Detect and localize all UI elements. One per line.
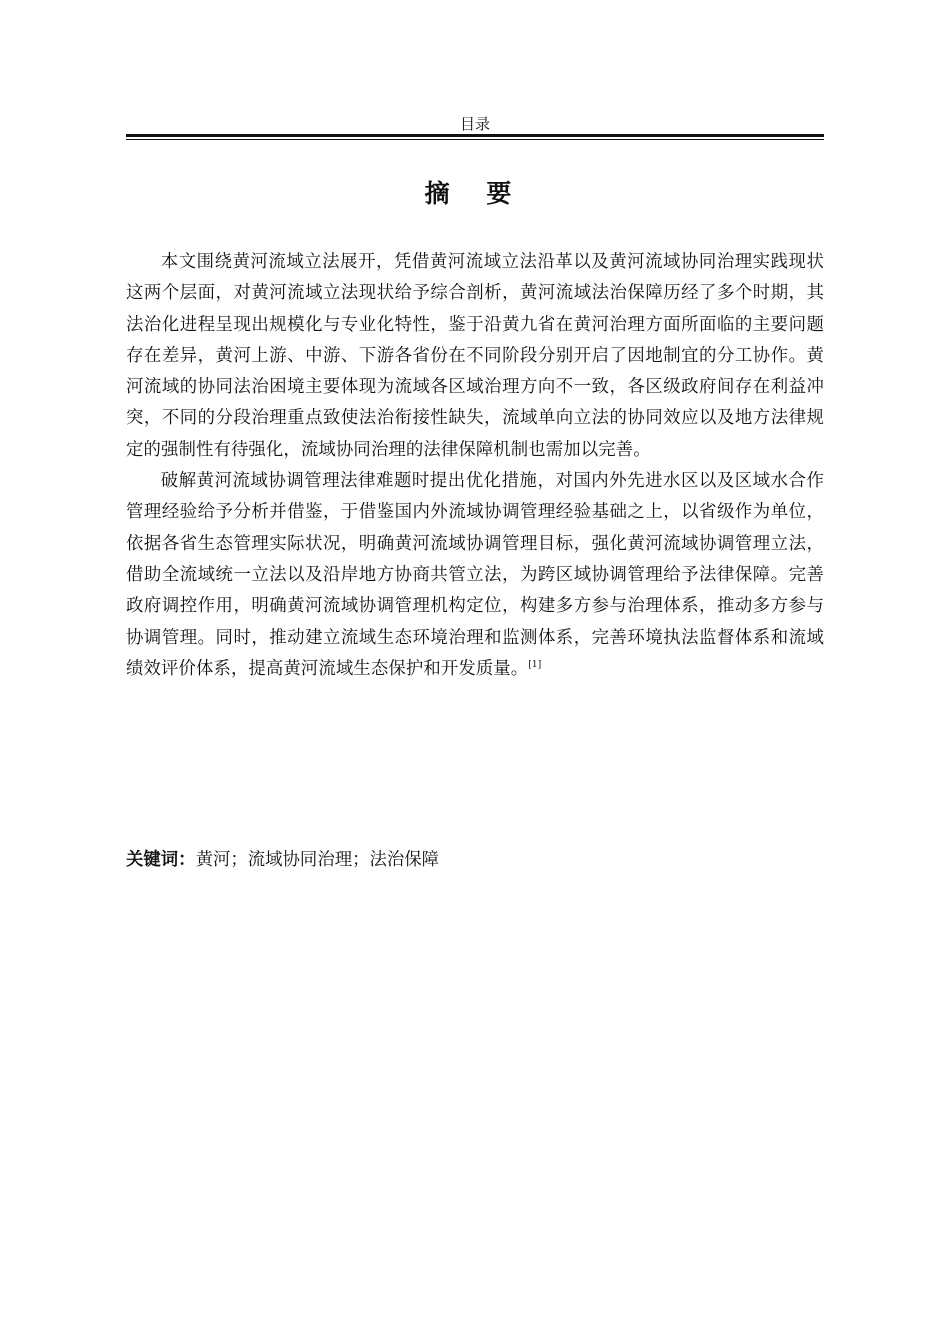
abstract-paragraph-2 — [126, 466, 824, 685]
abstract-paragraph-1 — [126, 247, 824, 466]
abstract-paragraph-1-text: 本文围绕黄河流域立法展开，凭借黄河流域立法沿革以及黄河流域协同治理实践现状这两个层面，对黄河流域立法现状给予综合剖析，黄河流域法治保障历经了多个时期，其法治化进程呈现出规模化与专业化特性，鉴于沿黄九省在黄河治理方面所面临的主要问题存在差异，黄河上游、中游、下游各省份在不同阶段分别开启了因地制宜的分工协作。黄河流域的协同法治困境主要体现为流域各区域治理方向不一致，各区级政府间存在利益冲突，不同的分段治理重点致使法治衔接性缺失，流域单向立法的协同效应以及地方法律规定的强制性有待强化，流域协同治理的法律保障机制也需加以完善。 — [126, 252, 824, 460]
header-rule-thin — [126, 139, 824, 140]
citation-marker: [1] — [528, 660, 542, 671]
abstract-title: 摘 要 — [424, 179, 526, 208]
running-header: 目录 — [459, 115, 490, 133]
abstract-paragraph-2-text: 破解黄河流域协调管理法律难题时提出优化措施，对国内外先进水区以及区域水合作管理经验给予分析并借鉴，于借鉴国内外流域协调管理经验基础之上，以省级作为单位，依据各省生态管理实际状况，明确黄河流域协调管理目标，强化黄河流域协调管理立法，借助全流域统一立法以及沿岸地方协商共管立法，为跨区域协调管理给予法律保障。完善政府调控作用，明确黄河流域协调管理机构定位，构建多方参与治理体系，推动多方参与协调管理。同时，推动建立流域生态环境治理和监测体系，完善环境执法监督体系和流域绩效评价体系，提高黄河流域生态保护和开发质量。 — [126, 471, 824, 679]
keywords-value: 黄河；流域协同治理；法治保障 — [195, 850, 440, 870]
abstract-body — [126, 247, 824, 685]
keywords-line — [126, 846, 824, 874]
keywords-label: 关键词： — [126, 850, 196, 870]
header-rule-thick — [126, 134, 824, 137]
